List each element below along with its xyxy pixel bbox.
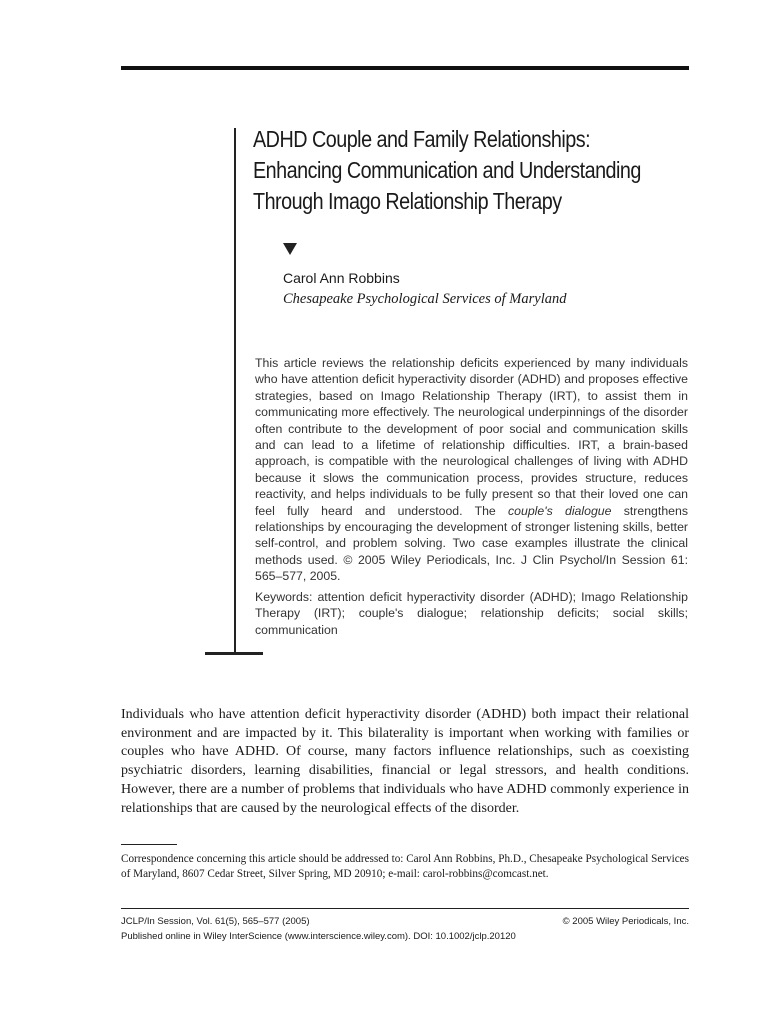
abstract-italic-term: couple's dialogue bbox=[508, 503, 612, 518]
abstract bbox=[255, 355, 688, 585]
author-name: Carol Ann Robbins bbox=[283, 270, 400, 286]
triangle-ornament-icon bbox=[283, 243, 297, 255]
keywords-text: Keywords: attention deficit hyperactivity disorder (ADHD); Imago Relationship Therapy (IRT); couple's dialogue; relationship deficits; social skills; communication bbox=[255, 590, 688, 637]
journal-info bbox=[121, 914, 689, 944]
title-line: Enhancing Communication and Understanding bbox=[253, 157, 641, 183]
journal-citation: JCLP/In Session, Vol. 61(5), 565–577 (2005) bbox=[121, 916, 310, 927]
title-line: Through Imago Relationship Therapy bbox=[253, 188, 562, 214]
abstract-text-after: strengthens relationships by encouraging the development of stronger listening skills, better self-control, and problem solving. Two case examples illustrate the clinical methods used. © 2005 Wiley Periodicals, Inc. J Clin Psychol/In Session 61: 565–577, 2005. bbox=[255, 503, 688, 584]
footnote-text: Correspondence concerning this article should be addressed to: Carol Ann Robbins, Ph.D., Chesapeake Psychological Services of Maryland, 8607 Cedar Street, Silver Spring, MD 20910; e-mail: carol-robbins@comcast.net. bbox=[121, 853, 689, 880]
title-line: ADHD Couple and Family Relationships: bbox=[253, 126, 591, 152]
vertical-rule bbox=[234, 128, 236, 655]
journal-published: Published online in Wiley InterScience (www.interscience.wiley.com). DOI: 10.1002/jclp.20120 bbox=[121, 931, 516, 942]
journal-copyright: © 2005 Wiley Periodicals, Inc. bbox=[562, 916, 689, 927]
vertical-rule-foot bbox=[205, 652, 263, 655]
journal-row bbox=[121, 914, 689, 929]
keywords bbox=[255, 589, 688, 638]
body-paragraph: Individuals who have attention deficit hyperactivity disorder (ADHD) both impact their relational environment and are impacted by it. This bilaterality is important when working with families or couples who have ADHD. Of course, many factors influence relationships, such as coexisting psychiatric disorders, learning disabilities, financial or legal stressors, and health conditions. However, there are a number of problems that individuals who have ADHD commonly experience in relationships that are caused by the neurological effects of the disorder. bbox=[121, 707, 689, 816]
abstract-text-before: This article reviews the relationship deficits experienced by many individuals who have attention deficit hyperactivity disorder (ADHD) and proposes effective strategies, based on Imago Relationship Therapy (IRT), to assist them in communicating more effectively. The neurological underpinnings of the disorder often contribute to the development of poor social and communication skills and can lead to a lifetime of relationship difficulties. IRT, a brain-based approach, is compatible with the neurological challenges of living with ADHD because it slows the communication process, provides structure, reduces reactivity, and helps individuals to be fully present so that their loved one can feel fully heard and understood. The bbox=[255, 356, 688, 518]
footnote bbox=[121, 852, 689, 882]
footer-rule bbox=[121, 908, 689, 909]
footnote-rule bbox=[121, 844, 177, 845]
author-affiliation: Chesapeake Psychological Services of Maryland bbox=[283, 291, 567, 307]
top-rule bbox=[121, 66, 689, 70]
body-text bbox=[121, 706, 689, 818]
article-title bbox=[253, 124, 641, 217]
